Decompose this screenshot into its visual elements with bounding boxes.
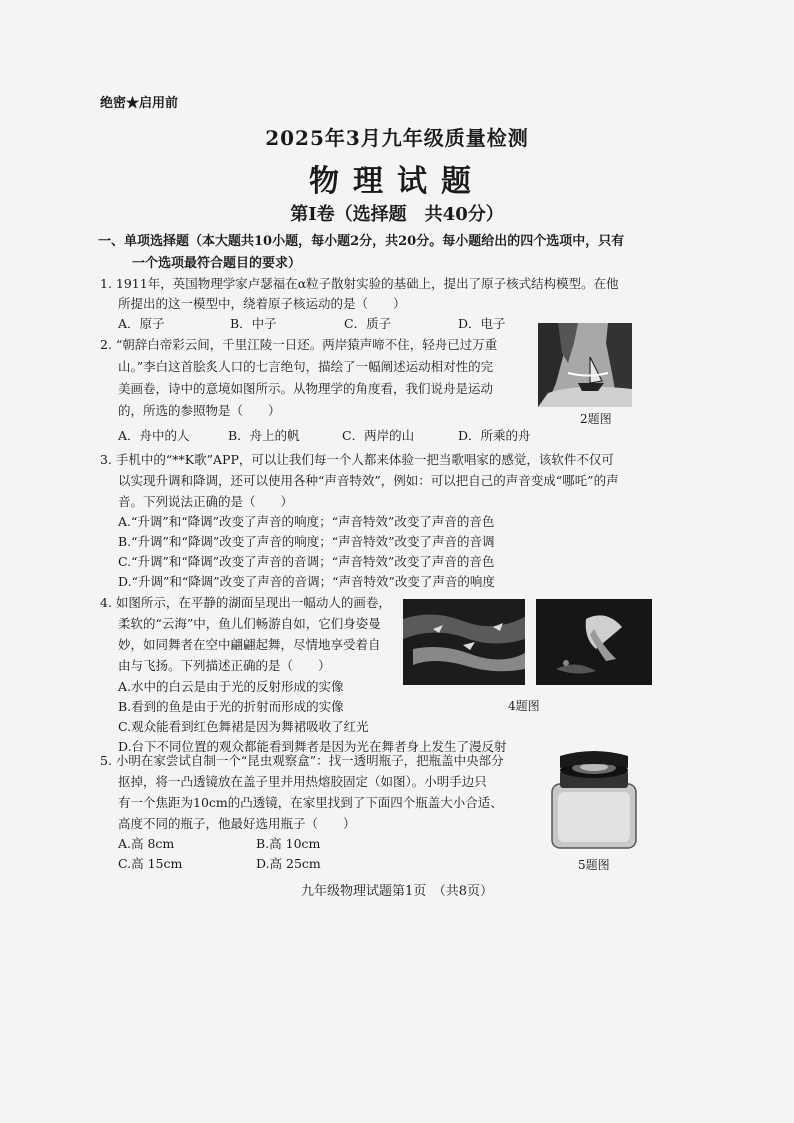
q2-option-d: D．所乘的舟 <box>458 428 531 443</box>
exam-title: 2025年3月九年级质量检测 <box>265 126 529 150</box>
q4-line2: 柔软的“云海”中，鱼儿们畅游自如，它们身姿曼 <box>118 616 381 631</box>
section-heading-line2: 一个选项最符合题目的要求） <box>132 256 302 271</box>
q4-figure-lake-clouds <box>403 599 525 685</box>
q2-option-c: C．两岸的山 <box>342 428 415 443</box>
section-heading-line1: 一、单项选择题（本大题共10小题，每小题2分，共20分。每小题给出的四个选项中，只有 <box>98 234 625 249</box>
q4-figure-caption: 4题图 <box>508 699 540 713</box>
q4-option-b: B.看到的鱼是由于光的折射而形成的实像 <box>118 699 344 714</box>
q1-option-a: A．原子 <box>118 316 165 331</box>
page-footer: 九年级物理试题第1页 （共8页） <box>300 884 494 899</box>
q1-line2: 所提出的这一模型中，绕着原子核运动的是（ ） <box>118 296 406 311</box>
q5-option-b: B.高 10cm <box>256 836 321 851</box>
q3-line3: 音。下列说法正确的是（ ） <box>118 494 294 509</box>
q5-line1: 5. 小明在家尝试自制一个“昆虫观察盒”：找一透明瓶子，把瓶盖中央部分 <box>100 753 504 768</box>
volume-title: 第Ⅰ卷（选择题 共40分） <box>290 204 504 225</box>
q5-figure-insect-box <box>546 748 642 852</box>
q3-option-d: D.“升调”和“降调”改变了声音的音调；“声音特效”改变了声音的响度 <box>118 574 495 589</box>
q4-line3: 妙，如同舞者在空中翩翩起舞，尽情地享受着自 <box>118 637 381 652</box>
q3-option-b: B.“升调”和“降调”改变了声音的响度；“声音特效”改变了声音的音调 <box>118 534 495 549</box>
q5-option-c: C.高 15cm <box>118 856 183 871</box>
q2-line4: 的，所选的参照物是（ ） <box>118 403 281 418</box>
q4-figure-dancer <box>536 599 652 685</box>
q4-option-d: D.台下不同位置的观众都能看到舞者是因为光在舞者身上发生了漫反射 <box>118 739 507 754</box>
q4-line4: 由与飞扬。下列描述正确的是（ ） <box>118 658 331 673</box>
q4-option-a: A.水中的白云是由于光的反射形成的实像 <box>118 679 344 694</box>
q2-line1: 2. “朝辞白帝彩云间，千里江陵一日还。两岸猿声啼不住，轻舟已过万重 <box>100 337 498 352</box>
q4-option-c: C.观众能看到红色舞裙是因为舞裙吸收了红光 <box>118 719 369 734</box>
q5-line3: 有一个焦距为10cm的凸透镜，在家里找到了下面四个瓶盖大小合适、 <box>118 795 503 810</box>
q3-line1: 3. 手机中的“**K歌”APP，可以让我们每一个人都来体验一把当歌唱家的感觉，该软件不仅可 <box>100 452 614 467</box>
q1-option-d: D．电子 <box>458 316 506 331</box>
q1-line1: 1. 1911年，英国物理学家卢瑟福在α粒子散射实验的基础上，提出了原子核式结构模型。在他 <box>100 276 619 291</box>
q1-option-b: B．中子 <box>230 316 277 331</box>
q1-option-c: C．质子 <box>344 316 392 331</box>
q4-line1: 4. 如图所示，在平静的湖面呈现出一幅动人的画卷， <box>100 595 391 610</box>
q5-line4: 高度不同的瓶子，他最好选用瓶子（ ） <box>118 816 356 831</box>
q5-option-a: A.高 8cm <box>118 836 175 851</box>
q2-option-a: A．舟中的人 <box>118 428 190 443</box>
q5-option-d: D.高 25cm <box>256 856 321 871</box>
q2-line3: 美画卷，诗中的意境如图所示。从物理学的角度看，我们说舟是运动 <box>118 381 494 396</box>
confidential-mark: 绝密★启用前 <box>100 96 179 111</box>
q5-line2: 抠掉，将一凸透镜放在盖子里并用热熔胶固定（如图）。小明手边只 <box>118 774 487 789</box>
q2-figure-boat-painting <box>538 323 632 407</box>
subject-title: 物理试题 <box>309 164 485 199</box>
q5-figure-caption: 5题图 <box>578 858 610 872</box>
q2-option-b: B．舟上的帆 <box>228 428 300 443</box>
q2-line2: 山。”李白这首脍炙人口的七言绝句，描绘了一幅阐述运动相对性的完 <box>118 359 494 374</box>
q3-option-c: C.“升调”和“降调”改变了声音的音调；“声音特效”改变了声音的音色 <box>118 554 495 569</box>
q3-option-a: A.“升调”和“降调”改变了声音的响度；“声音特效”改变了声音的音色 <box>118 514 495 529</box>
q3-line2: 以实现升调和降调，还可以使用各种“声音特效”，例如：可以把自己的声音变成“哪吒”的声 <box>118 473 619 488</box>
q2-figure-caption: 2题图 <box>580 412 612 426</box>
